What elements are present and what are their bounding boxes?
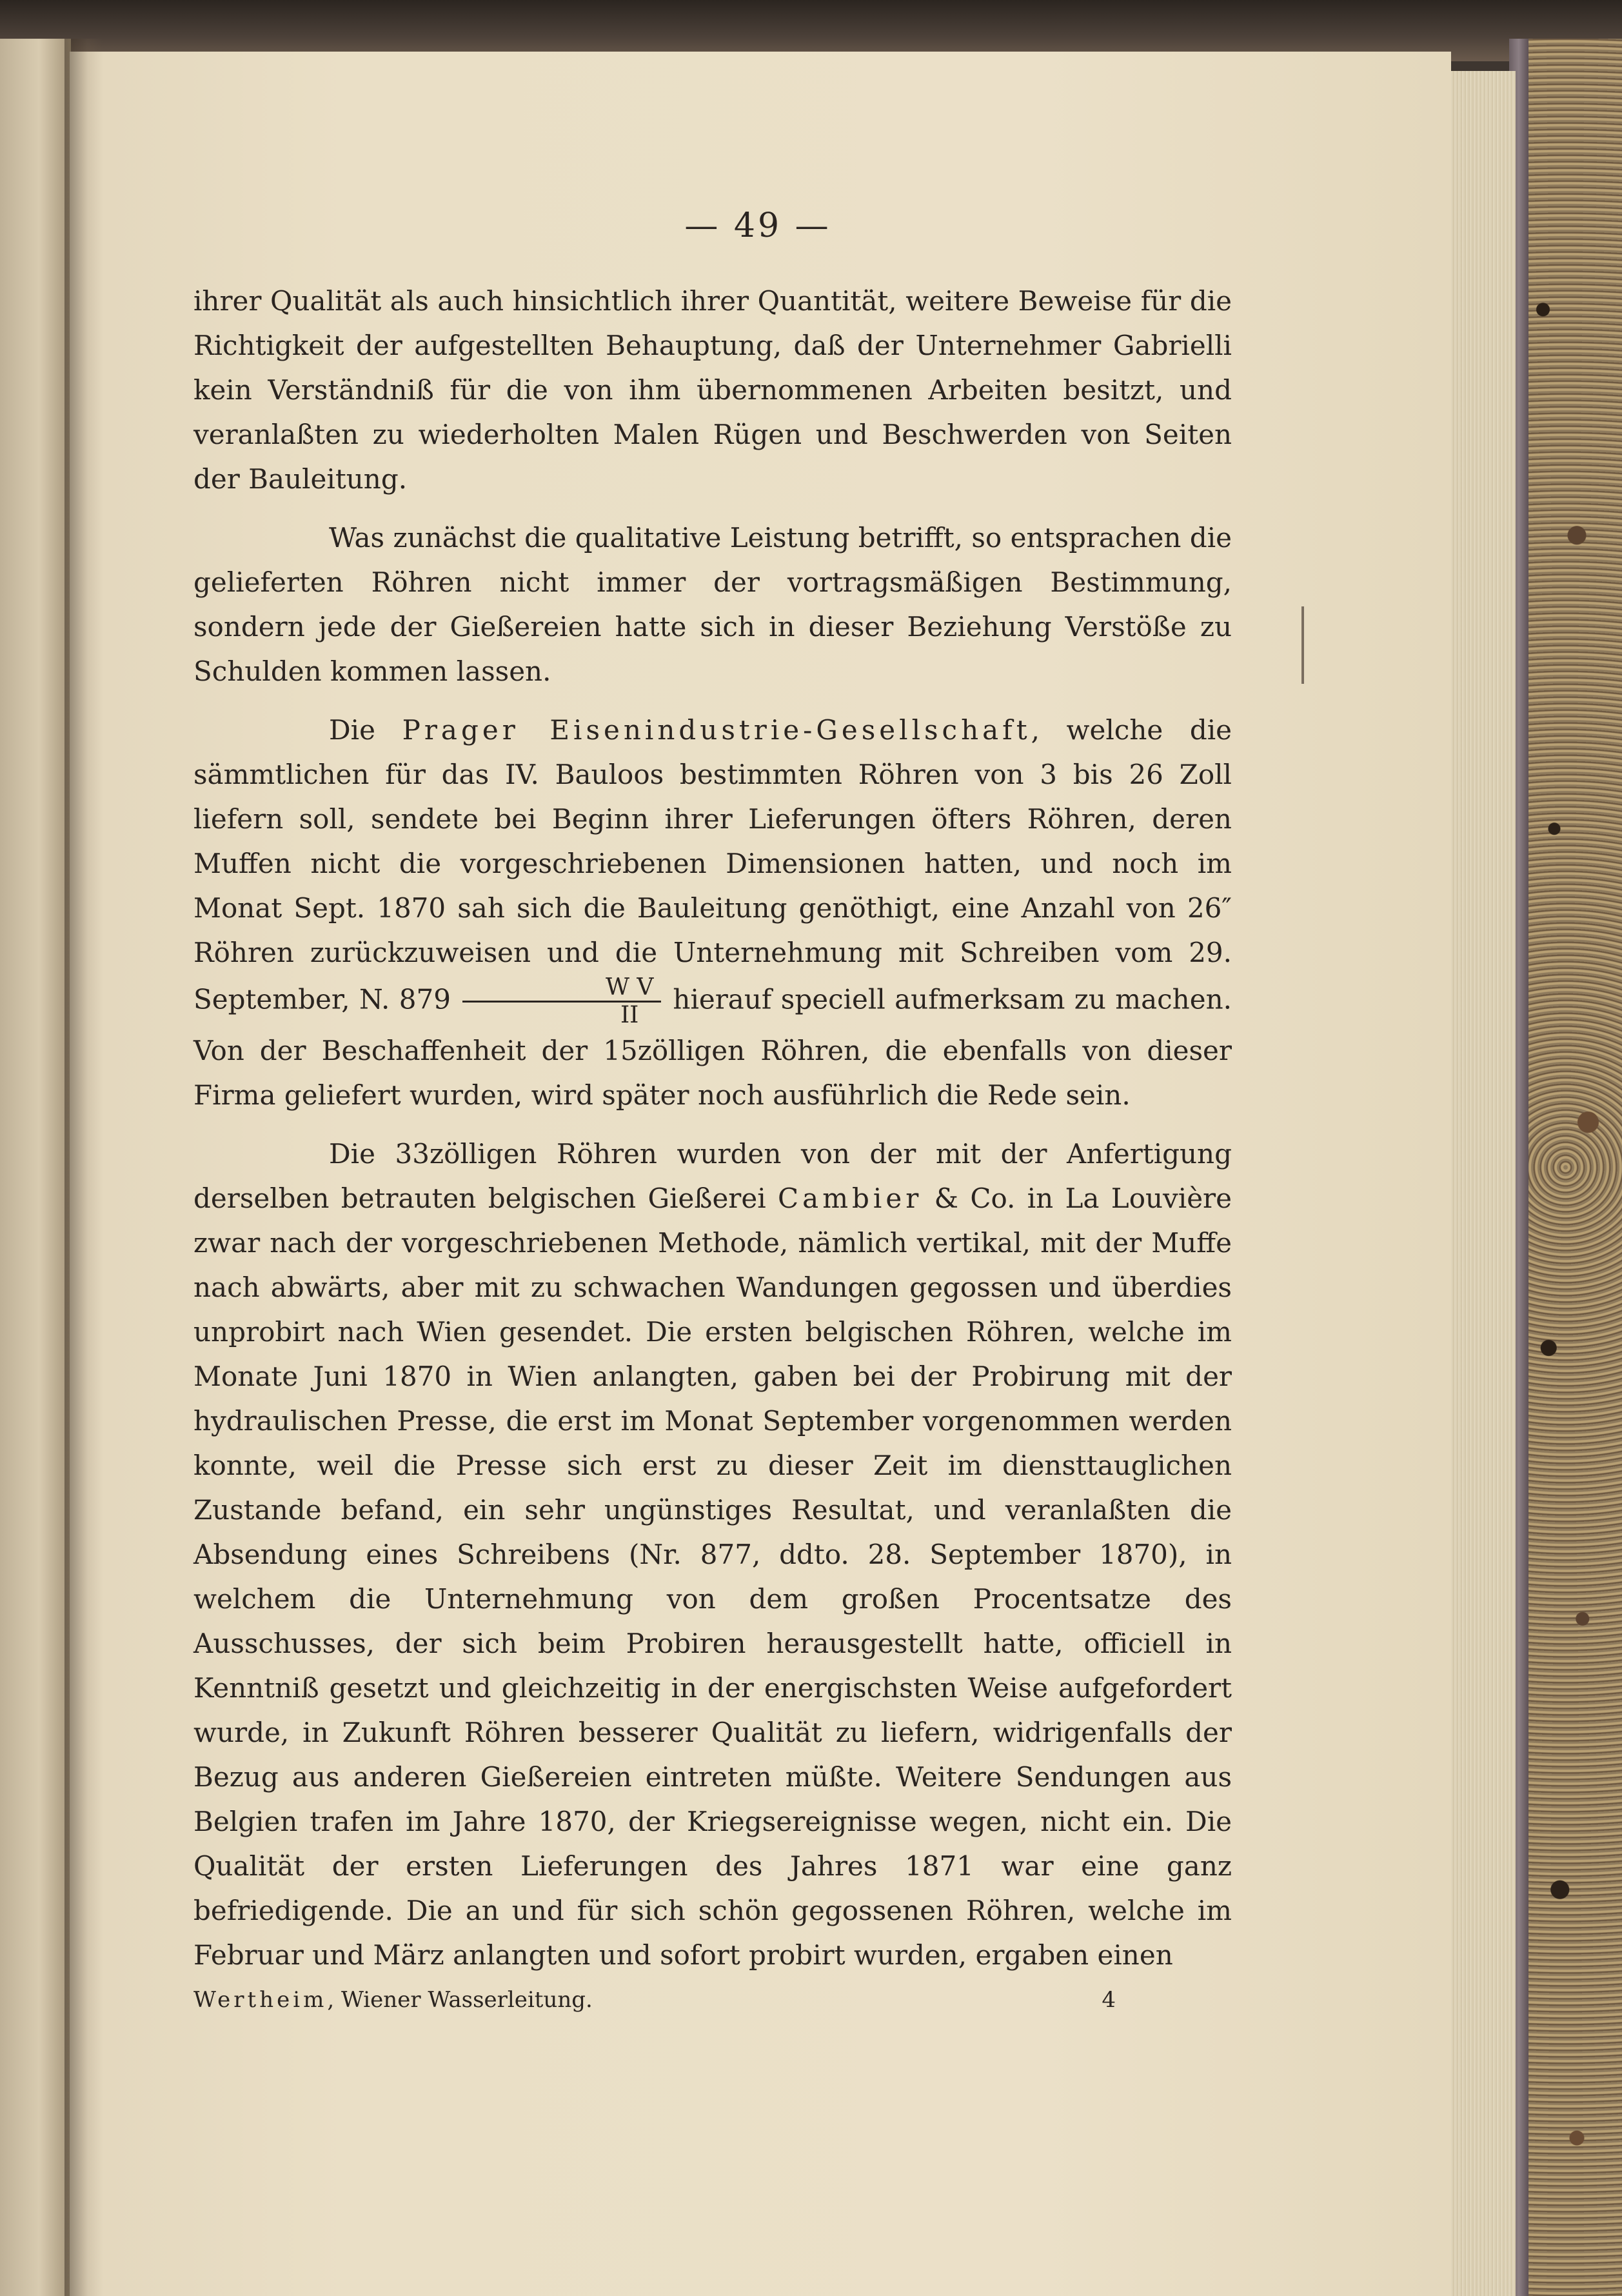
footer-book-title: , Wiener Wasserleitung. [327, 1987, 593, 2013]
company-name-prager: Prager Eisenindustrie-Gesellschaft [402, 714, 1031, 746]
letter-reference-fraction [462, 975, 661, 1028]
page-number: — 49 — [684, 206, 831, 245]
margin-pencil-mark [1301, 606, 1304, 684]
paragraph-4-text-b: & Co. in La Louvière zwar nach der vorgeschriebenen Methode, nämlich vertikal, mit der Muffe nach abwärts, aber mit zu schwachen Wandungen gegossen und überdies unprobirt nach Wien gesendet. Die ersten belgischen Röhren, welche im Monate Juni 1870 in Wien anlangten, gaben bei der Probirung mit der hydraulischen Presse, die erst im Monat September vorgenommen werden konnte, weil die Presse sich erst zu dieser Zeit im diensttauglichen Zustande befand, ein sehr ungünstiges Resultat, und veranlaßten die Absendung eines Schreibens (Nr. 877, ddto. 28. September 1870), in welchem die Unternehmung von dem großen Procentsatze des Ausschusses, der sich beim Probiren herausgestellt hatte, officiell in Kenntniß gesetzt und gleichzeitig in der energischsten Weise aufgefordert wurde, in Zukunft Röhren besserer Qualität zu liefern, widrigenfalls der Bezug aus anderen Gießereien eintreten müßte. Weitere Sendungen aus Belgien trafen im Jahre 1870, der Kriegsereignisse wegen, nicht ein. Die Qualität der ersten Lieferungen des Jahres 1871 war eine ganz befriedigende. Die an und für sich schön gegossenen Röhren, welche im Februar und März anlangten und sofort probirt wurden, ergaben einen [193, 1183, 1232, 1971]
paragraph-4 [193, 1132, 1232, 1977]
paragraph-3-text-after: hierauf speciell aufmerksam zu machen. Von der Beschaffenheit der 15zölligen Röhren, die ebenfalls von dieser Firma geliefert wurden, wird später noch ausführlich die Rede sein. [193, 983, 1232, 1111]
footer-author: Wertheim [193, 1987, 328, 2013]
paragraph-2: Was zunächst die qualitative Leistung betrifft, so entsprachen die gelieferten Röhren nicht immer der vortragsmäßigen Bestimmung, sondern jede der Gießereien hatte sich in dieser Beziehung Verstöße zu Schulden kommen lassen. [193, 522, 1232, 687]
paragraph-3 [193, 708, 1232, 1117]
page-footer [193, 1987, 1116, 2013]
footer-title [193, 1987, 593, 2013]
paragraph-3-text-before: , welche die sämmtlichen für das IV. Bauloos bestimmten Röhren von 3 bis 26 Zoll liefern soll, sendete bei Beginn ihrer Lieferungen öfters Röhren, deren Muffen nicht die vorgeschriebenen Dimensionen hatten, und noch im Monat Sept. 1870 sah sich die Bauleitung genöthigt, eine Anzahl von 26″ Röhren zurückzuweisen und die Unternehmung mit Schreiben vom 29. September, N. 879 [193, 714, 1232, 1015]
fraction-numerator: W V [462, 975, 661, 1003]
page-fore-edges [1445, 71, 1516, 2296]
page-text [193, 206, 1232, 1992]
company-name-cambier: Cambier [778, 1183, 923, 1214]
gutter-shadow [64, 39, 103, 2296]
paragraph-1: ihrer Qualität als auch hinsichtlich ihrer Quantität, weitere Beweise für die Richtigkeit der aufgestellten Behauptung, daß der Unternehmer Gabrielli kein Verständniß für die von ihm übernommenen Arbeiten besitzt, und veranlaßten zu wiederholten Malen Rügen und Beschwerden von Seiten der Bauleitung. [193, 285, 1232, 495]
footer-signature-mark: 4 [1102, 1987, 1116, 2013]
fraction-denominator: II [620, 1002, 639, 1028]
previous-page-edge [0, 39, 71, 2296]
paragraph-4-text-a: Die 33zölligen Röhren wurden von der mit der Anfertigung derselben betrauten belgischen Gießerei [193, 1138, 1232, 1214]
paragraph-3-lead: Die [329, 714, 375, 746]
